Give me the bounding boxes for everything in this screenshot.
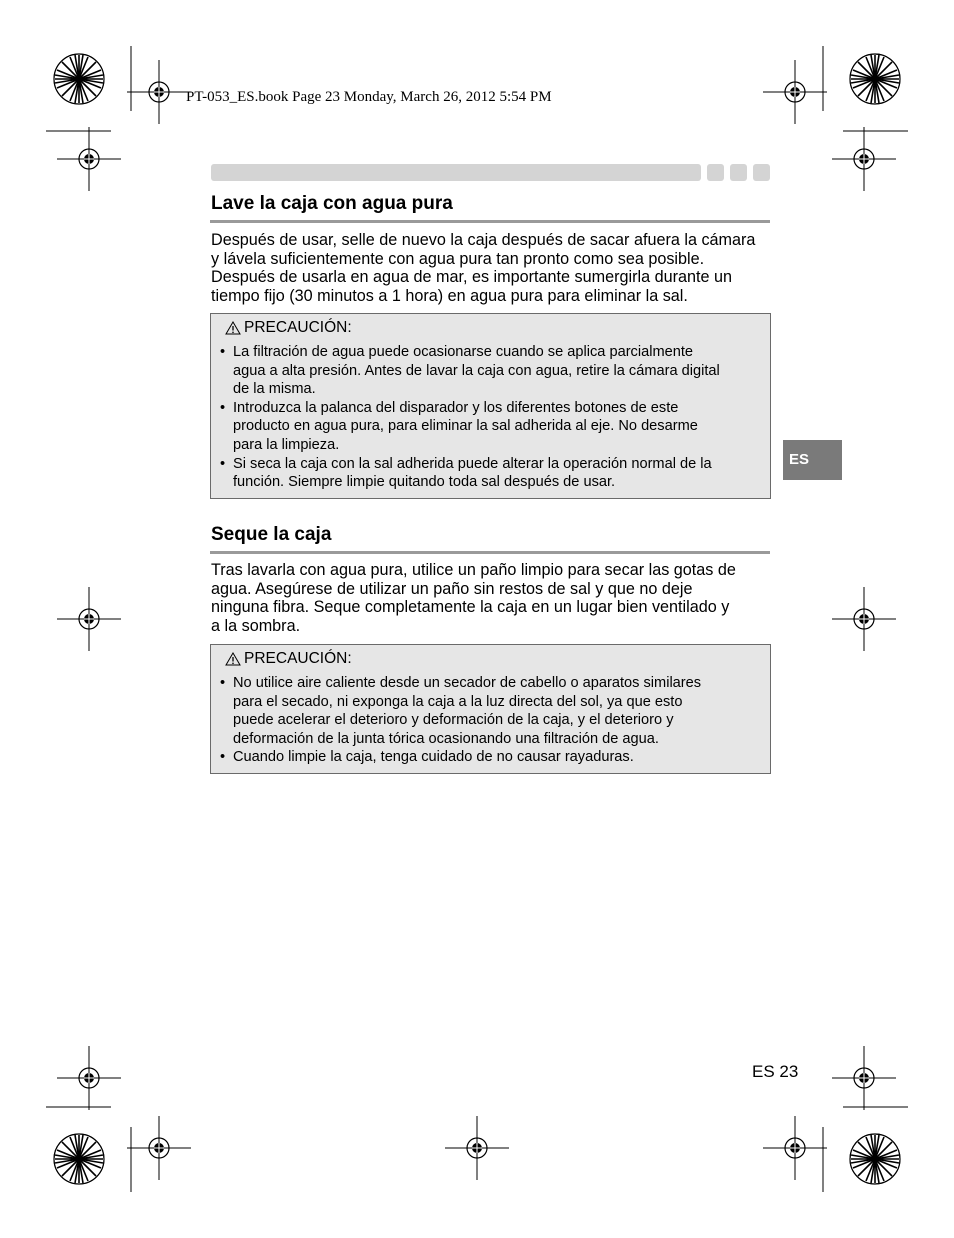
caution-title: PRECAUCIÓN: <box>244 319 352 336</box>
paragraph-line: y lávela suficientemente con agua pura tan pronto como sea posible. <box>211 249 705 268</box>
caution-item: • La filtración de agua puede ocasionarse cuando se aplica parcialmente agua a alta presión. Antes de lavar la caja con agua, retire la cámara digital de la misma. <box>211 343 770 399</box>
paragraph-line: a la sombra. <box>211 616 301 635</box>
paragraph-line: ninguna fibra. Seque completamente la caja en un lugar bien ventilado y <box>211 598 730 616</box>
wash-paragraph <box>211 231 776 305</box>
section-rule <box>210 220 770 223</box>
page-number: ES 23 <box>752 1062 799 1081</box>
paragraph-line: Después de usar, selle de nuevo la caja después de sacar afuera la cámara <box>211 231 756 249</box>
book-info-header: PT-053_ES.book Page 23 Monday, March 26, 2012 5:54 PM <box>186 89 552 105</box>
paragraph-line: agua. Asegúrese de utilizar un paño sin restos de sal y que no deje <box>211 579 693 598</box>
paragraph-line: Tras lavarla con agua pura, utilice un paño limpio para secar las gotas de <box>211 561 736 579</box>
section-bar-square <box>730 164 747 181</box>
caution-item: • Cuando limpie la caja, tenga cuidado de no causar rayaduras. <box>211 748 770 767</box>
caution-box-dry <box>210 644 771 774</box>
section-bar-square <box>707 164 724 181</box>
caution-box-wash <box>210 313 771 499</box>
warning-icon <box>225 321 241 335</box>
paragraph-line: Después de usarla en agua de mar, es importante sumergirla durante un <box>211 268 733 286</box>
section-rule <box>210 551 770 554</box>
caution-title: PRECAUCIÓN: <box>244 650 352 667</box>
section-title-wash: Lave la caja con agua pura <box>211 193 453 214</box>
section-bar-square <box>753 164 770 181</box>
language-tab: ES <box>783 440 842 480</box>
dry-paragraph <box>211 561 776 635</box>
caution-item: • No utilice aire caliente desde un secador de cabello o aparatos similares para el secado, ni exponga la caja a la luz directa del sol, ya que esto puede acelerar el deterioro y deformación de la caja, y el deterioro y deformación de la junta tórica ocasionando una filtración de agua. <box>211 674 770 748</box>
section-title-dry: Seque la caja <box>211 524 332 545</box>
section-bar <box>211 164 701 181</box>
caution-item: • Introduzca la palanca del disparador y los diferentes botones de este producto en agua pura, para eliminar la sal adherida al eje. No desarme para la limpieza. <box>211 399 770 455</box>
warning-icon <box>225 652 241 666</box>
caution-item: • Si seca la caja con la sal adherida puede alterar la operación normal de la función. Siempre limpie quitando toda sal después de usar. <box>211 455 770 492</box>
paragraph-line: tiempo fijo (30 minutos a 1 hora) en agua pura para eliminar la sal. <box>211 286 688 305</box>
